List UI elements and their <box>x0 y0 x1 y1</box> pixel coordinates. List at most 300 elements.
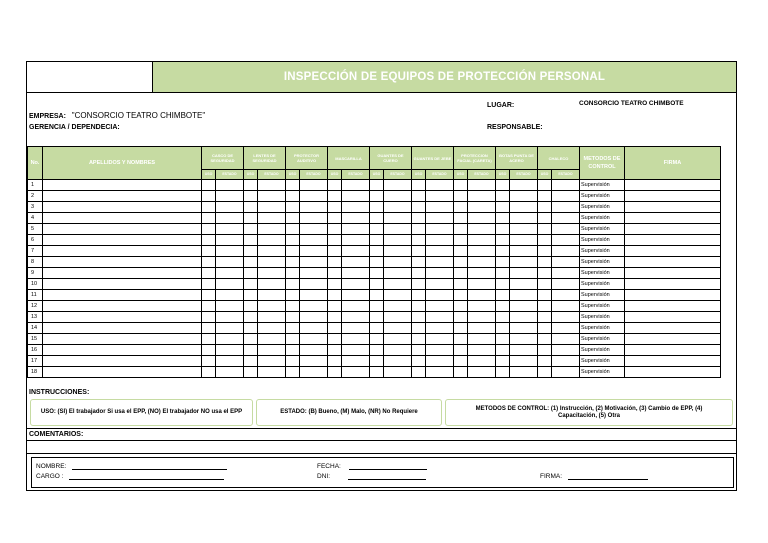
uso-cell[interactable] <box>496 180 510 191</box>
estado-cell[interactable] <box>468 191 496 202</box>
uso-cell[interactable] <box>328 367 342 378</box>
estado-cell[interactable] <box>216 191 244 202</box>
uso-cell[interactable] <box>496 334 510 345</box>
uso-cell[interactable] <box>328 202 342 213</box>
estado-cell[interactable] <box>468 301 496 312</box>
metodo-cell[interactable]: Supervisión <box>580 323 625 334</box>
uso-cell[interactable] <box>538 213 552 224</box>
uso-cell[interactable] <box>412 356 426 367</box>
estado-cell[interactable] <box>384 356 412 367</box>
uso-cell[interactable] <box>202 235 216 246</box>
estado-cell[interactable] <box>216 323 244 334</box>
estado-cell[interactable] <box>258 246 286 257</box>
estado-cell[interactable] <box>510 279 538 290</box>
metodo-cell[interactable]: Supervisión <box>580 301 625 312</box>
uso-cell[interactable] <box>538 301 552 312</box>
name-cell[interactable] <box>43 356 202 367</box>
uso-cell[interactable] <box>538 246 552 257</box>
metodo-cell[interactable]: Supervisión <box>580 268 625 279</box>
estado-cell[interactable] <box>258 224 286 235</box>
uso-cell[interactable] <box>328 268 342 279</box>
uso-cell[interactable] <box>496 345 510 356</box>
uso-cell[interactable] <box>496 301 510 312</box>
estado-cell[interactable] <box>342 279 370 290</box>
estado-cell[interactable] <box>258 257 286 268</box>
estado-cell[interactable] <box>510 202 538 213</box>
uso-cell[interactable] <box>454 367 468 378</box>
estado-cell[interactable] <box>510 191 538 202</box>
uso-cell[interactable] <box>244 202 258 213</box>
estado-cell[interactable] <box>426 180 454 191</box>
estado-cell[interactable] <box>342 180 370 191</box>
uso-cell[interactable] <box>538 235 552 246</box>
estado-cell[interactable] <box>342 312 370 323</box>
estado-cell[interactable] <box>342 235 370 246</box>
estado-cell[interactable] <box>384 345 412 356</box>
estado-cell[interactable] <box>510 323 538 334</box>
estado-cell[interactable] <box>510 312 538 323</box>
estado-cell[interactable] <box>300 279 328 290</box>
firma-cell[interactable] <box>625 367 721 378</box>
name-cell[interactable] <box>43 367 202 378</box>
estado-cell[interactable] <box>258 191 286 202</box>
uso-cell[interactable] <box>454 323 468 334</box>
estado-cell[interactable] <box>510 345 538 356</box>
estado-cell[interactable] <box>510 367 538 378</box>
uso-cell[interactable] <box>202 334 216 345</box>
uso-cell[interactable] <box>244 257 258 268</box>
name-cell[interactable] <box>43 202 202 213</box>
metodo-cell[interactable]: Supervisión <box>580 257 625 268</box>
uso-cell[interactable] <box>286 235 300 246</box>
firma-cell[interactable] <box>625 279 721 290</box>
estado-cell[interactable] <box>216 301 244 312</box>
uso-cell[interactable] <box>370 224 384 235</box>
estado-cell[interactable] <box>258 334 286 345</box>
firma-cell[interactable] <box>625 213 721 224</box>
estado-cell[interactable] <box>300 246 328 257</box>
name-cell[interactable] <box>43 257 202 268</box>
uso-cell[interactable] <box>328 180 342 191</box>
uso-cell[interactable] <box>496 246 510 257</box>
uso-cell[interactable] <box>412 213 426 224</box>
uso-cell[interactable] <box>244 279 258 290</box>
uso-cell[interactable] <box>538 367 552 378</box>
uso-cell[interactable] <box>286 257 300 268</box>
uso-cell[interactable] <box>496 257 510 268</box>
estado-cell[interactable] <box>342 290 370 301</box>
estado-cell[interactable] <box>468 367 496 378</box>
estado-cell[interactable] <box>216 356 244 367</box>
uso-cell[interactable] <box>328 257 342 268</box>
uso-cell[interactable] <box>370 334 384 345</box>
uso-cell[interactable] <box>454 224 468 235</box>
estado-cell[interactable] <box>216 312 244 323</box>
firma-cell[interactable] <box>625 224 721 235</box>
uso-cell[interactable] <box>244 356 258 367</box>
uso-cell[interactable] <box>370 301 384 312</box>
uso-cell[interactable] <box>412 257 426 268</box>
uso-cell[interactable] <box>244 235 258 246</box>
estado-cell[interactable] <box>342 268 370 279</box>
uso-cell[interactable] <box>286 334 300 345</box>
estado-cell[interactable] <box>342 191 370 202</box>
uso-cell[interactable] <box>328 235 342 246</box>
metodo-cell[interactable]: Supervisión <box>580 191 625 202</box>
estado-cell[interactable] <box>426 268 454 279</box>
uso-cell[interactable] <box>328 301 342 312</box>
uso-cell[interactable] <box>370 246 384 257</box>
uso-cell[interactable] <box>328 312 342 323</box>
uso-cell[interactable] <box>244 290 258 301</box>
uso-cell[interactable] <box>328 279 342 290</box>
estado-cell[interactable] <box>426 334 454 345</box>
uso-cell[interactable] <box>454 356 468 367</box>
estado-cell[interactable] <box>510 356 538 367</box>
uso-cell[interactable] <box>202 268 216 279</box>
uso-cell[interactable] <box>370 323 384 334</box>
firma-cell[interactable] <box>625 246 721 257</box>
uso-cell[interactable] <box>412 334 426 345</box>
uso-cell[interactable] <box>538 191 552 202</box>
uso-cell[interactable] <box>328 224 342 235</box>
metodo-cell[interactable]: Supervisión <box>580 235 625 246</box>
metodo-cell[interactable]: Supervisión <box>580 356 625 367</box>
metodo-cell[interactable]: Supervisión <box>580 213 625 224</box>
estado-cell[interactable] <box>384 279 412 290</box>
estado-cell[interactable] <box>510 334 538 345</box>
estado-cell[interactable] <box>468 345 496 356</box>
name-cell[interactable] <box>43 345 202 356</box>
uso-cell[interactable] <box>538 279 552 290</box>
estado-cell[interactable] <box>258 180 286 191</box>
uso-cell[interactable] <box>454 334 468 345</box>
uso-cell[interactable] <box>328 345 342 356</box>
estado-cell[interactable] <box>468 323 496 334</box>
estado-cell[interactable] <box>468 312 496 323</box>
estado-cell[interactable] <box>510 301 538 312</box>
estado-cell[interactable] <box>300 290 328 301</box>
uso-cell[interactable] <box>202 224 216 235</box>
estado-cell[interactable] <box>468 213 496 224</box>
uso-cell[interactable] <box>412 301 426 312</box>
uso-cell[interactable] <box>202 246 216 257</box>
estado-cell[interactable] <box>510 246 538 257</box>
estado-cell[interactable] <box>300 268 328 279</box>
uso-cell[interactable] <box>454 301 468 312</box>
uso-cell[interactable] <box>370 345 384 356</box>
estado-cell[interactable] <box>552 235 580 246</box>
fecha-line[interactable] <box>349 463 427 470</box>
estado-cell[interactable] <box>552 224 580 235</box>
name-cell[interactable] <box>43 334 202 345</box>
estado-cell[interactable] <box>552 180 580 191</box>
uso-cell[interactable] <box>412 191 426 202</box>
uso-cell[interactable] <box>496 191 510 202</box>
uso-cell[interactable] <box>412 345 426 356</box>
uso-cell[interactable] <box>538 356 552 367</box>
estado-cell[interactable] <box>258 290 286 301</box>
estado-cell[interactable] <box>468 279 496 290</box>
firma-cell[interactable] <box>625 235 721 246</box>
uso-cell[interactable] <box>286 312 300 323</box>
estado-cell[interactable] <box>216 202 244 213</box>
firma-cell[interactable] <box>625 191 721 202</box>
estado-cell[interactable] <box>258 268 286 279</box>
name-cell[interactable] <box>43 301 202 312</box>
uso-cell[interactable] <box>370 312 384 323</box>
estado-cell[interactable] <box>426 202 454 213</box>
uso-cell[interactable] <box>496 213 510 224</box>
uso-cell[interactable] <box>370 180 384 191</box>
estado-cell[interactable] <box>426 356 454 367</box>
uso-cell[interactable] <box>328 323 342 334</box>
uso-cell[interactable] <box>538 224 552 235</box>
uso-cell[interactable] <box>202 213 216 224</box>
uso-cell[interactable] <box>454 345 468 356</box>
estado-cell[interactable] <box>300 224 328 235</box>
name-cell[interactable] <box>43 224 202 235</box>
name-cell[interactable] <box>43 235 202 246</box>
uso-cell[interactable] <box>538 290 552 301</box>
estado-cell[interactable] <box>552 312 580 323</box>
estado-cell[interactable] <box>426 246 454 257</box>
estado-cell[interactable] <box>426 213 454 224</box>
estado-cell[interactable] <box>384 268 412 279</box>
estado-cell[interactable] <box>342 367 370 378</box>
estado-cell[interactable] <box>468 202 496 213</box>
uso-cell[interactable] <box>286 356 300 367</box>
estado-cell[interactable] <box>552 290 580 301</box>
uso-cell[interactable] <box>370 268 384 279</box>
uso-cell[interactable] <box>496 279 510 290</box>
uso-cell[interactable] <box>244 191 258 202</box>
uso-cell[interactable] <box>370 202 384 213</box>
estado-cell[interactable] <box>342 356 370 367</box>
metodo-cell[interactable]: Supervisión <box>580 246 625 257</box>
estado-cell[interactable] <box>510 235 538 246</box>
estado-cell[interactable] <box>552 334 580 345</box>
estado-cell[interactable] <box>300 202 328 213</box>
name-cell[interactable] <box>43 191 202 202</box>
uso-cell[interactable] <box>244 213 258 224</box>
uso-cell[interactable] <box>244 268 258 279</box>
uso-cell[interactable] <box>496 235 510 246</box>
uso-cell[interactable] <box>328 246 342 257</box>
estado-cell[interactable] <box>552 257 580 268</box>
estado-cell[interactable] <box>258 312 286 323</box>
uso-cell[interactable] <box>286 180 300 191</box>
estado-cell[interactable] <box>258 202 286 213</box>
uso-cell[interactable] <box>286 268 300 279</box>
name-cell[interactable] <box>43 268 202 279</box>
uso-cell[interactable] <box>286 367 300 378</box>
estado-cell[interactable] <box>552 323 580 334</box>
uso-cell[interactable] <box>370 279 384 290</box>
estado-cell[interactable] <box>552 345 580 356</box>
uso-cell[interactable] <box>412 202 426 213</box>
estado-cell[interactable] <box>216 345 244 356</box>
estado-cell[interactable] <box>258 279 286 290</box>
uso-cell[interactable] <box>496 290 510 301</box>
estado-cell[interactable] <box>384 312 412 323</box>
estado-cell[interactable] <box>384 323 412 334</box>
firma-cell[interactable] <box>625 257 721 268</box>
uso-cell[interactable] <box>202 290 216 301</box>
estado-cell[interactable] <box>342 224 370 235</box>
estado-cell[interactable] <box>468 268 496 279</box>
estado-cell[interactable] <box>300 257 328 268</box>
uso-cell[interactable] <box>370 191 384 202</box>
uso-cell[interactable] <box>412 246 426 257</box>
estado-cell[interactable] <box>468 257 496 268</box>
estado-cell[interactable] <box>216 257 244 268</box>
metodo-cell[interactable]: Supervisión <box>580 202 625 213</box>
uso-cell[interactable] <box>202 279 216 290</box>
estado-cell[interactable] <box>468 356 496 367</box>
estado-cell[interactable] <box>384 367 412 378</box>
estado-cell[interactable] <box>258 301 286 312</box>
estado-cell[interactable] <box>552 367 580 378</box>
uso-cell[interactable] <box>286 323 300 334</box>
estado-cell[interactable] <box>342 202 370 213</box>
uso-cell[interactable] <box>202 202 216 213</box>
metodo-cell[interactable]: Supervisión <box>580 345 625 356</box>
estado-cell[interactable] <box>342 334 370 345</box>
estado-cell[interactable] <box>300 180 328 191</box>
estado-cell[interactable] <box>300 213 328 224</box>
estado-cell[interactable] <box>216 290 244 301</box>
estado-cell[interactable] <box>384 180 412 191</box>
uso-cell[interactable] <box>370 290 384 301</box>
firma-cell[interactable] <box>625 345 721 356</box>
uso-cell[interactable] <box>412 268 426 279</box>
uso-cell[interactable] <box>412 290 426 301</box>
estado-cell[interactable] <box>300 191 328 202</box>
uso-cell[interactable] <box>202 257 216 268</box>
uso-cell[interactable] <box>328 356 342 367</box>
estado-cell[interactable] <box>552 356 580 367</box>
metodo-cell[interactable]: Supervisión <box>580 224 625 235</box>
estado-cell[interactable] <box>510 224 538 235</box>
uso-cell[interactable] <box>538 345 552 356</box>
uso-cell[interactable] <box>286 345 300 356</box>
uso-cell[interactable] <box>454 202 468 213</box>
uso-cell[interactable] <box>244 301 258 312</box>
uso-cell[interactable] <box>412 323 426 334</box>
uso-cell[interactable] <box>454 180 468 191</box>
metodo-cell[interactable]: Supervisión <box>580 279 625 290</box>
uso-cell[interactable] <box>202 191 216 202</box>
firma-line[interactable] <box>568 473 648 480</box>
estado-cell[interactable] <box>468 334 496 345</box>
metodo-cell[interactable]: Supervisión <box>580 312 625 323</box>
uso-cell[interactable] <box>454 235 468 246</box>
uso-cell[interactable] <box>286 290 300 301</box>
estado-cell[interactable] <box>468 180 496 191</box>
name-cell[interactable] <box>43 180 202 191</box>
estado-cell[interactable] <box>216 279 244 290</box>
estado-cell[interactable] <box>510 290 538 301</box>
estado-cell[interactable] <box>300 301 328 312</box>
uso-cell[interactable] <box>496 356 510 367</box>
uso-cell[interactable] <box>328 213 342 224</box>
uso-cell[interactable] <box>412 312 426 323</box>
estado-cell[interactable] <box>384 213 412 224</box>
uso-cell[interactable] <box>538 312 552 323</box>
metodo-cell[interactable]: Supervisión <box>580 290 625 301</box>
name-cell[interactable] <box>43 213 202 224</box>
estado-cell[interactable] <box>216 213 244 224</box>
estado-cell[interactable] <box>216 224 244 235</box>
firma-cell[interactable] <box>625 334 721 345</box>
uso-cell[interactable] <box>538 268 552 279</box>
estado-cell[interactable] <box>468 235 496 246</box>
estado-cell[interactable] <box>426 312 454 323</box>
uso-cell[interactable] <box>202 356 216 367</box>
estado-cell[interactable] <box>384 257 412 268</box>
uso-cell[interactable] <box>202 345 216 356</box>
dni-line[interactable] <box>348 473 426 480</box>
uso-cell[interactable] <box>202 312 216 323</box>
estado-cell[interactable] <box>468 224 496 235</box>
estado-cell[interactable] <box>552 301 580 312</box>
uso-cell[interactable] <box>328 191 342 202</box>
estado-cell[interactable] <box>384 235 412 246</box>
estado-cell[interactable] <box>216 334 244 345</box>
uso-cell[interactable] <box>286 246 300 257</box>
uso-cell[interactable] <box>244 312 258 323</box>
estado-cell[interactable] <box>300 235 328 246</box>
cargo-line[interactable] <box>69 473 224 480</box>
estado-cell[interactable] <box>342 345 370 356</box>
estado-cell[interactable] <box>216 367 244 378</box>
estado-cell[interactable] <box>300 345 328 356</box>
estado-cell[interactable] <box>342 213 370 224</box>
estado-cell[interactable] <box>300 367 328 378</box>
uso-cell[interactable] <box>244 246 258 257</box>
uso-cell[interactable] <box>244 180 258 191</box>
estado-cell[interactable] <box>300 356 328 367</box>
estado-cell[interactable] <box>426 224 454 235</box>
name-cell[interactable] <box>43 323 202 334</box>
firma-cell[interactable] <box>625 323 721 334</box>
estado-cell[interactable] <box>300 323 328 334</box>
estado-cell[interactable] <box>426 257 454 268</box>
name-cell[interactable] <box>43 246 202 257</box>
estado-cell[interactable] <box>384 224 412 235</box>
uso-cell[interactable] <box>454 312 468 323</box>
uso-cell[interactable] <box>328 290 342 301</box>
firma-cell[interactable] <box>625 301 721 312</box>
uso-cell[interactable] <box>244 224 258 235</box>
uso-cell[interactable] <box>412 235 426 246</box>
uso-cell[interactable] <box>454 268 468 279</box>
uso-cell[interactable] <box>412 279 426 290</box>
uso-cell[interactable] <box>454 257 468 268</box>
estado-cell[interactable] <box>216 235 244 246</box>
estado-cell[interactable] <box>552 246 580 257</box>
firma-cell[interactable] <box>625 356 721 367</box>
uso-cell[interactable] <box>538 180 552 191</box>
estado-cell[interactable] <box>342 246 370 257</box>
estado-cell[interactable] <box>258 323 286 334</box>
uso-cell[interactable] <box>202 367 216 378</box>
estado-cell[interactable] <box>384 191 412 202</box>
estado-cell[interactable] <box>342 323 370 334</box>
estado-cell[interactable] <box>426 191 454 202</box>
uso-cell[interactable] <box>370 235 384 246</box>
